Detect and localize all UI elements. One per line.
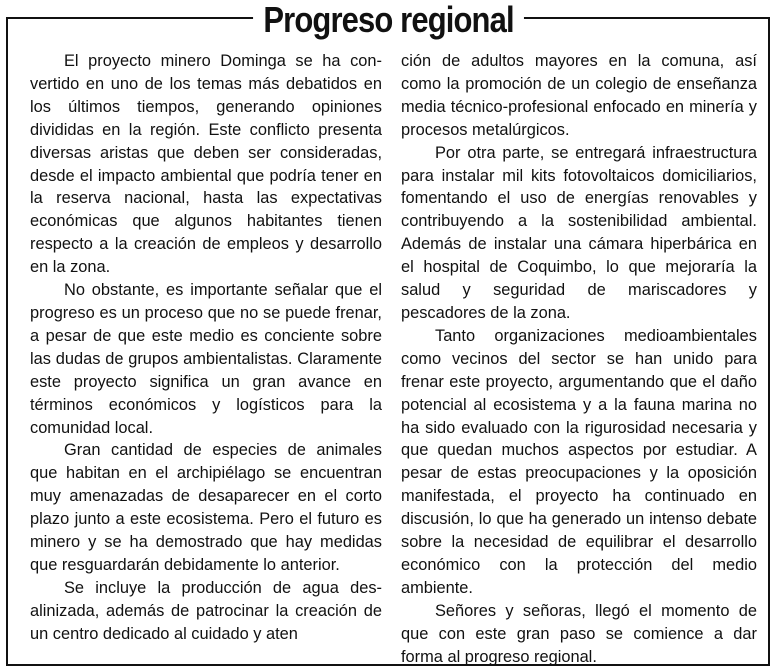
paragraph: Señores y señoras, llegó el momento de que con este gran paso se comience a dar forma al progreso regional.: [401, 601, 757, 666]
paragraph-continuation: ción de adultos mayores en la comuna, así como la promoción de un colegio de enseñanza media técnico-profesional enfocado en minería y procesos metalúrgicos.: [401, 52, 757, 139]
left-column: [30, 50, 382, 646]
paragraph: Tanto organizaciones medioambientales como vecinos del sector se han unido para frenar este proyecto, argumentando que el daño potencial al ecosistema y a la fauna marina no ha sido evaluado con la rigurosidad necesaria y que quedan muchos aspectos por estudiar. A pesar de estas preocupaciones y la oposición manifestada, el proyecto ha continuado en discusión, lo que ha generado un intenso debate sobre la necesidad de equilibrar el desarrollo económico con la protección del medio ambiente.: [401, 326, 757, 597]
paragraph: El proyecto minero Dominga se ha convertido en uno de los temas más debatidos en los últimos tiempos, generando opiniones divididas en la región. Este conflicto presenta diversas aristas que deben ser consideradas, desde el impacto ambiental que podría tener en la reserva nacional, hasta las expectativas económicas que algunos habitantes tienen respecto a la creación de empleos y desarrollo en la zona.: [30, 52, 382, 277]
paragraph: Gran cantidad de especies de animales que habitan en el archipiélago se encuentran muy amenazadas de desaparecer en el corto plazo junto a este ecosistema. Pero el futuro es minero y se ha demostrado que hay medidas que resguardarán debidamente lo anterior.: [30, 441, 382, 574]
paragraph: Se incluye la producción de agua desalinizada, además de patrocinar la creación de un centro dedicado al cuidado y aten: [30, 578, 382, 643]
paragraph: Por otra parte, se entregará infraestructura para instalar mil kits fotovoltaicos domiciliarios, fomentando el uso de energías renovables y contribuyendo a la sostenibilidad ambiental. Además de instalar una cámara hiperbárica en el hospital de Coquimbo, lo que mejoraría la salud y seguridad de mariscadores y pescadores de la zona.: [401, 143, 757, 322]
paragraph: No obstante, es importante señalar que el progreso es un proceso que no se puede frenar, a pesar de que este medio es conciente sobre las dudas de grupos ambientalistas. Claramente este proyecto significa un gran avance en términos económicos y logísticos para la comunidad local.: [30, 281, 382, 437]
article-title: Progreso regional: [254, 0, 525, 40]
right-column: [401, 50, 757, 668]
